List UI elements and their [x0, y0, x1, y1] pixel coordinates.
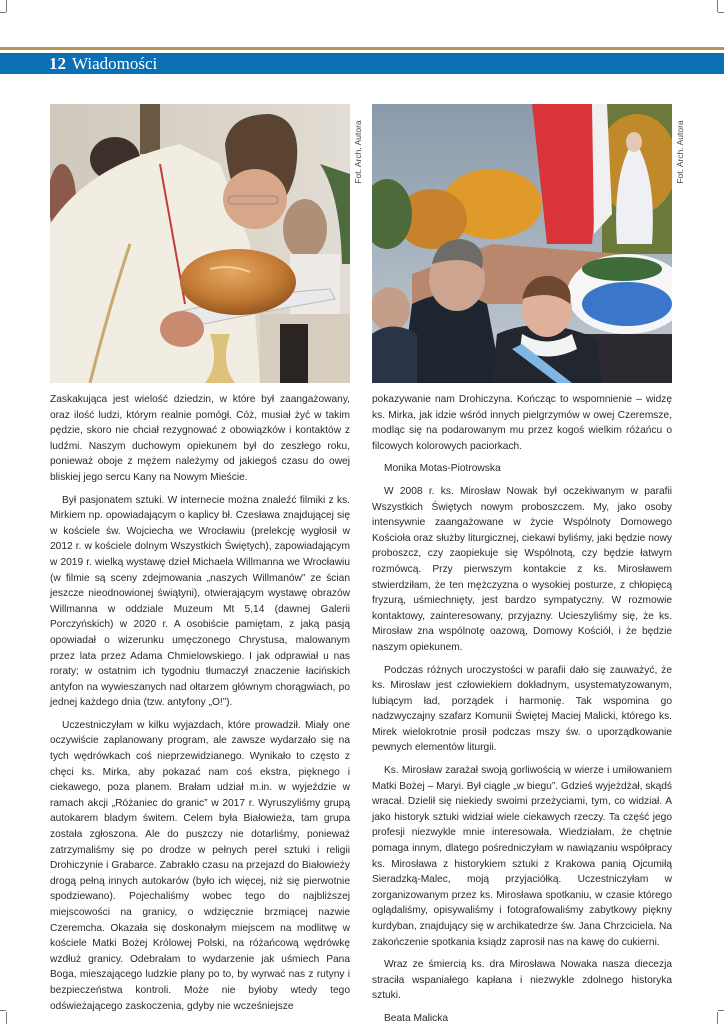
author-signature: Beata Malicka: [384, 1012, 448, 1024]
photo-procession-with-statue: [372, 104, 672, 383]
crop-mark: [6, 0, 7, 12]
article-paragraph: Wraz ze śmiercią ks. dra Mirosława Nowaka nasza diecezja straciła wspaniałego kapłana i niezwykle zdolnego historyka sztuki.: [372, 959, 672, 1002]
page-header: [49, 54, 157, 74]
article-paragraph: Był pasjonatem sztuki. W internecie można znaleźć filmiki z ks. Mirkiem np. opowiadającym o kaplicy bł. Czesława znajdującej się w kościele św. Wojciecha we Wrocławiu (prelekcję wygłosił w 2012 r. w kościele dolnym Wszystkich Świętych), zapowiadającym w 2019 r. wielką wystawę dzieł Michaela Willmanna we Wrocławiu (w filmie są sceny zdejmowania „naszych Willmanów” ze ścian jeszcze nieodnowionej świątyni), otwierającym wystawę obrazów Willmanna w oddziale Muzeum Mt 5,14 (dawnej Galerii Porczyńskich) w 2020 r. A osobiście pamiętam, z jaką pasją opowiadał o wizerunku umęczonego Chrystusa, malowanym przez lata przez Adama Chmielowskiego. I jak odprawiał u nas roraty; w ostatnim ich tygodniu tłumaczył znaczenie łacińskich antyfon na wywieszanych nad ołtarzem głównym chorągwiach, po jednej każdego dnia (tzw. antyfony „O!”).: [50, 494, 350, 709]
crop-mark: [717, 0, 718, 12]
photo-priest-with-bread: [50, 104, 350, 383]
article-paragraph: Zaskakująca jest wielość dziedzin, w które był zaangażowany, oraz ilość ludzi, którym realnie pomógł. Cóż, musiał żyć w takim pędzie, skoro nie chciał rezygnować z obowiązków i kontaktów z ludźmi. Naszym duchowym opiekunem był do zeszłego roku, ponieważ oboje z mężem należymy od jakiegoś czasu do owej bliskiej jego sercu Kany na Nowym Mieście.: [50, 394, 350, 483]
photo-credit-text: Fot. Arch. Autora: [675, 120, 685, 184]
author-signature: Monika Motas-Piotrowska: [384, 463, 501, 475]
photo-credit-text: Fot. Arch. Autora: [353, 120, 363, 184]
article-paragraph: Uczestniczyłam w kilku wyjazdach, które prowadził. Miały one oczywiście zaplanowany program, ale zawsze wydarzało się na tych wędrówkach coś nieprzewidzianego. Wynikało to często z chęci ks. Mirka, aby pokazać nam coś ekstra, pięknego i ciekawego, poza planem. Brałam udział m.in. w wyjeździe w ramach akcji „Różaniec do granic” w 2017 r. Wyruszyliśmy grupą autokarem bladym świtem. Celem była Białowieża, tam grupa została zgłoszona. Ale do puszczy nie dotarliśmy, ponieważ zatrzymaliśmy się po drodze w pełnych pereł sztuki i religii Drohiczynie i Grabarce. Zabrakło czasu na przejazd do Białowieży drogą pełną innych autokarów (było ich więcej, niż się pierwotnie spodziewano). Pojechaliśmy wobec tego do najbliższej miejscowości na granicy, o wdzięcznie brzmiącej nazwie Czeremcha. Okazała się doskonałym miejscem na modlitwę w kościele Matki Bożej Królowej Polski, na różańcową wędrówkę wzdłuż granicy. Odebrałam to wydarzenie jak uśmiech Pana Boga, mieszającego ludzkie plany po to, by wyrwać nas z rutyny i bezpieczeństwa kontroli. Może nie byłoby wtedy tego odświeżającego zaskoczenia, gdyby nie wcześniejsze: [50, 719, 350, 1012]
article-column-right: [372, 392, 672, 1034]
photo-credit: [353, 112, 363, 192]
crop-mark: [0, 1010, 6, 1011]
article-paragraph: W 2008 r. ks. Mirosław Nowak był oczekiwanym w parafii Wszystkich Świętych nowym proboszczem. My, jako osoby intensywnie zaangażowane w życie Wspólnoty Domowego Kościoła oraz służby liturgicznej, ciekawi byliśmy, jaki będzie nowy proboszcz, czy zaopiekuje się Wspólnotą, czy będzie łatwym rozmówcą. Przy pierwszym kontakcie z ks. Mirosławem stwierdziłam, że ten mężczyzna o wysokiej posturze, z chłopięcą fryzurą, uśmiechnięty, jest bardzo sympatyczny. W rozmowie kontaktowy, zainteresowany, przyjazny. Ucieszyliśmy się, że ks. Mirosław zna wspólnotę oazową, Domowy Kościół, i że będzie naszym opiekunem.: [372, 485, 672, 653]
page-number: 12: [49, 54, 66, 73]
crop-mark: [0, 12, 6, 13]
article-paragraph: Ks. Mirosław zarażał swoją gorliwością w wierze i umiłowaniem Matki Bożej – Maryi. Był ciągle „w biegu”. Gdzieś wyjeżdżał, skądś wracał. Dzielił się niekiedy swoimi przeżyciami, tym, co widział. A jako historyk sztuki widział wiele ciekawych rzeczy. Ta część jego profesji niezwykle mnie interesowała. Wiedziałam, że chętnie pomaga innym, dlatego pośredniczyłam w nawiązaniu współpracy ks. Mirosława z historykiem sztuki z Krakowa panią Ojcumiłą Sieradzką-Malec, moją przyjaciółką. Uczestniczyłam w zorganizowanym przez ks. Mirosława spotkaniu, w czasie którego oglądaliśmy, opisywaliśmy i fotografowaliśmy zabytkowy piękny kurdyban, znajdujący się w archikatedrze św. Jana Chrzciciela. Na zakończenie spotkania ksiądz zaprosił nas na kawę do cukierni.: [372, 765, 672, 948]
section-title: Wiadomości: [72, 54, 158, 73]
crop-mark: [718, 12, 724, 13]
crop-mark: [6, 1012, 7, 1024]
article-column-left: [50, 392, 350, 1021]
crop-mark: [718, 1010, 724, 1011]
header-gold-rule: [0, 47, 724, 50]
crop-mark: [717, 1012, 718, 1024]
article-paragraph: pokazywanie nam Drohiczyna. Kończąc to wspomnienie – widzę ks. Mirka, jak idzie wśród innych pielgrzymów w owej Czeremsze, modląc się na podarowanym mu przez kogoś wielkim różańcu o filcowych kolorowych paciorkach.: [372, 394, 672, 452]
photo-credit: [675, 112, 685, 192]
article-paragraph: Podczas różnych uroczystości w parafii dało się zauważyć, że ks. Mirosław jest człowiekiem dokładnym, usystematyzowanym, lubiącym ład, porządek i harmonię. Tak wspomina go nadzwyczajny szafarz Komunii Świętej Maciej Malicki, którego ks. Mirek wielokrotnie prosił podczas mszy św. o uporządkowanie pewnych elementów liturgii.: [372, 664, 672, 754]
